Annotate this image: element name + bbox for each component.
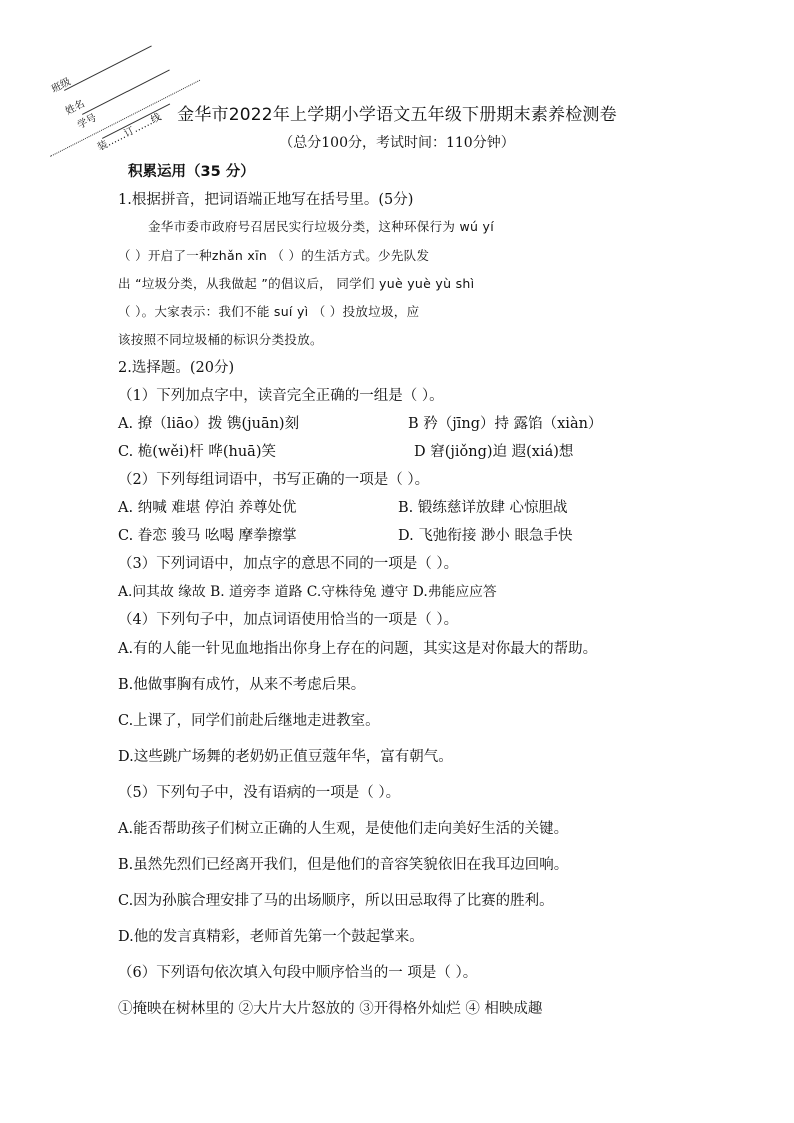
- q2-6-prompt: （6）下列语句依次填入句段中顺序恰当的一 项是（ ）。: [118, 965, 478, 981]
- q2-5-option-c: C.因为孙膑合理安排了马的出场顺序，所以田忌取得了比赛的胜利。: [118, 893, 554, 909]
- page-title: 金华市2022年上学期小学语文五年级下册期末素养检测卷: [177, 105, 617, 125]
- q2-4-option-d: D.这些跳广场舞的老奶奶正值豆蔻年华，富有朝气。: [118, 749, 453, 765]
- q2-2-option-a: A. 纳喊 难堪 停泊 养尊处优: [118, 500, 297, 516]
- q1-line-3: 出 “垃圾分类，从我做起 ”的倡议后， 同学们 yuè yuè yù shì: [118, 276, 475, 291]
- q2-2-option-d: D. 飞弛衔接 渺小 眼急手快: [398, 528, 573, 544]
- q2-6-options: ①掩映在树林里的 ②大片大片怒放的 ③开得格外灿烂 ④ 相映成趣: [118, 1001, 543, 1017]
- q2-5-option-a: A.能否帮助孩子们树立正确的人生观，是使他们走向美好生活的关键。: [118, 821, 569, 837]
- section-title: 积累运用（35 分）: [128, 164, 255, 180]
- q1-prompt: 1.根据拼音，把词语端正地写在括号里。(5分): [118, 192, 414, 208]
- q2-5-option-b: B.虽然先烈们已经离开我们，但是他们的音容笑貌依旧在我耳边回响。: [118, 857, 569, 873]
- class-label: 班级: [49, 76, 73, 96]
- q2-prompt: 2.选择题。(20分): [118, 360, 235, 376]
- q2-1-option-b: B 矜（jīng）持 露馅（xiàn）: [408, 416, 603, 432]
- q2-3-options: A.问其故 缘故 B. 道旁李 道路 C.守株待兔 遵守 D.弗能应应答: [118, 584, 497, 600]
- q1-line-4: （ ）。大家表示：我们不能 suí yì （ ）投放垃圾，应: [118, 304, 420, 319]
- q2-4-option-a: A.有的人能一针见血地指出你身上存在的问题，其实这是对你最大的帮助。: [118, 641, 598, 657]
- page-subtitle: （总分100分，考试时间：110分钟）: [279, 135, 515, 151]
- q2-4-option-c: C.上课了，同学们前赴后继地走进教室。: [118, 713, 380, 729]
- q2-2-prompt: （2）下列每组词语中，书写正确的一项是（ ）。: [118, 472, 430, 488]
- q2-1-prompt: （1）下列加点字中，读音完全正确的一组是（ ）。: [118, 388, 444, 404]
- id-label: 学号: [75, 112, 99, 132]
- q2-5-prompt: （5）下列句子中，没有语病的一项是（ ）。: [118, 785, 401, 801]
- name-label: 姓名: [63, 98, 87, 118]
- q2-1-option-c: C. 桅(wěi)杆 哗(huā)笑: [118, 444, 276, 460]
- q2-1-option-d: D 窘(jiǒng)迫 遐(xiá)想: [414, 444, 574, 460]
- q2-4-option-b: B.他做事胸有成竹，从来不考虑后果。: [118, 677, 366, 693]
- q2-5-option-d: D.他的发言真精彩，老师首先第一个鼓起掌来。: [118, 929, 424, 945]
- q2-3-prompt: （3）下列词语中，加点字的意思不同的一项是（ ）。: [118, 556, 459, 572]
- q2-4-prompt: （4）下列句子中，加点词语使用恰当的一项是（ ）。: [118, 612, 459, 628]
- q2-2-option-c: C. 眷恋 骏马 吆喝 摩拳擦掌: [118, 528, 297, 544]
- q2-1-option-a: A. 撩（liāo）拨 镌(juān)刻: [118, 416, 300, 432]
- seal-label: 装……订……线: [95, 111, 164, 154]
- q1-line-1: 金华市委市政府号召居民实行垃圾分类，这种环保行为 wú yí: [148, 219, 494, 234]
- q2-2-option-b: B. 锻练慈详放肆 心惊胆战: [398, 500, 568, 516]
- q1-line-5: 该按照不同垃圾桶的标识分类投放。: [118, 332, 323, 347]
- q1-line-2: （ ）开启了一种zhǎn xīn （ ）的生活方式。少先队发: [118, 248, 430, 263]
